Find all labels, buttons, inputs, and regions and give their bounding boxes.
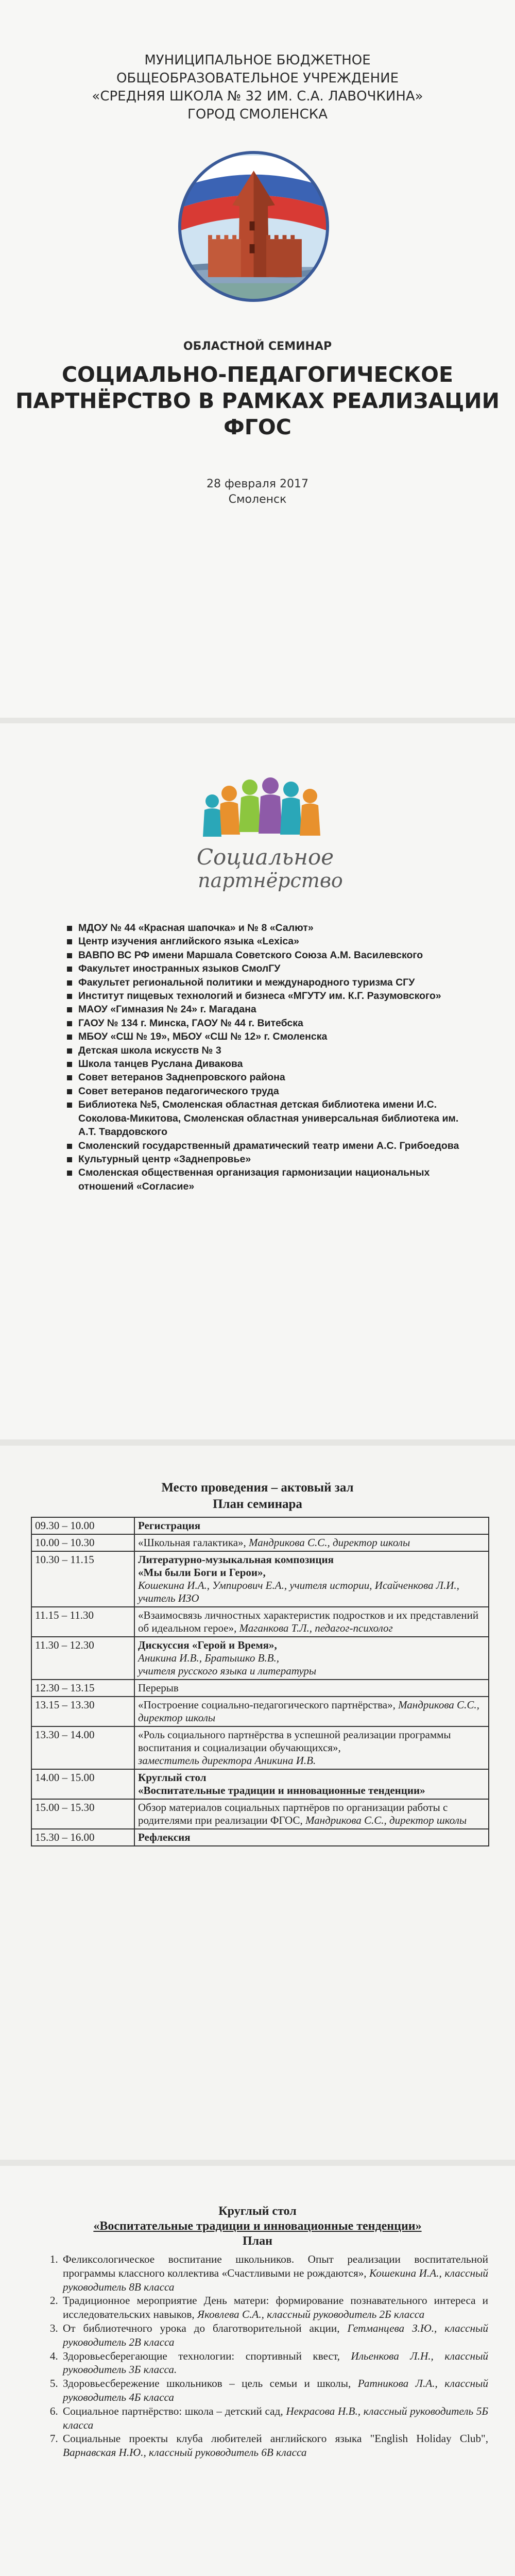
activity-text: «Взаимосвязь личностных характеристик подростков и их представлений об идеальном герое», [138, 1609, 479, 1634]
event-kind: ОБЛАСТНОЙ СЕМИНАР [183, 340, 332, 353]
activity-cell [134, 1769, 489, 1799]
time-cell: 14.00 – 15.00 [31, 1769, 134, 1799]
list-item: Факультет иностранных языков СмолГУ [66, 962, 473, 975]
list-item: Смоленский государственный драматический театр имени А.С. Грибоедова [66, 1139, 473, 1153]
round-table-title: Круглый стол [218, 2205, 297, 2218]
list-item [61, 2404, 488, 2432]
item-topic: От библиотечного урока до благотворительной акции, [63, 2321, 340, 2334]
list-item: Библиотека №5, Смоленская областная детская библиотека имени И.С. Соколова-Микитова, Смоленская областная универсальная библиотека им. А.Т. Твардовского [66, 1098, 473, 1139]
round-table-plan-title: План [243, 2234, 272, 2248]
item-topic: Здоровьесбережение школьников – цель семьи и школы, [63, 2377, 351, 2390]
list-item [61, 2321, 488, 2349]
list-item: Культурный центр «Заднепровье» [66, 1153, 473, 1166]
time-cell: 13.30 – 14.00 [31, 1726, 134, 1769]
school-name [0, 52, 515, 124]
table-row [31, 1517, 489, 1534]
item-author: Варнавская Н.Ю., классный руководитель 6В класса [63, 2446, 307, 2459]
venue-line: Место проведения – актовый зал [161, 1481, 354, 1495]
activity-text: Мандрикова С.С., директор школы [249, 1536, 410, 1549]
table-row [31, 1829, 489, 1846]
time-cell: 10.00 – 10.30 [31, 1534, 134, 1551]
activity-cell [134, 1680, 489, 1697]
activity-text: «Мы были Боги и Герои», [138, 1566, 266, 1579]
page-title [0, 362, 515, 440]
activity-text: «Построение социально-педагогического партнёрства», [138, 1699, 399, 1711]
list-item: ВАВПО ВС РФ имени Маршала Советского Союза А.М. Василевского [66, 948, 473, 962]
table-row [31, 1680, 489, 1697]
list-item: Центр изучения английского языка «Lexica» [66, 935, 473, 948]
item-author: Гетманцева З.Ю., классный руководитель 2В класса [63, 2321, 488, 2348]
list-item [61, 2349, 488, 2377]
activity-text: Аникина И.В., Братышко В.В., [138, 1652, 280, 1664]
activity-text: Обзор материалов социальных партнёров по организации работы с родителями при реализации ФГОС, [138, 1801, 448, 1826]
item-author: Ратникова Л.А., классный руководитель 4Б класса [63, 2377, 488, 2403]
time-cell: 10.30 – 11.15 [31, 1551, 134, 1607]
item-topic: Здоровьесберегающие технологии: спортивный квест, [63, 2349, 340, 2362]
date-block [0, 477, 515, 507]
activity-cell [134, 1607, 489, 1637]
activity-cell [134, 1726, 489, 1769]
activity-text: «Воспитательные традиции и инновационные тенденции» [138, 1784, 425, 1797]
list-item: МДОУ № 44 «Красная шапочка» и № 8 «Салют» [66, 921, 473, 935]
logo-word-2: партнёрство [198, 869, 343, 892]
time-cell: 09.30 – 10.00 [31, 1517, 134, 1534]
round-table-heading [0, 2204, 515, 2249]
item-topic: Социальные проекты клуба любителей английского языка "English Holiday Club", [63, 2432, 488, 2445]
plan-title: План семинара [213, 1497, 302, 1511]
activity-text: Маганкова Т.Л., педагог-психолог [239, 1622, 393, 1634]
item-topic: Традиционное мероприятие День матери: формирование познавательного интереса и исследовательских навыков, [63, 2294, 488, 2321]
table-row [31, 1534, 489, 1551]
partners-list [66, 921, 473, 1193]
list-item: Детская школа искусств № 3 [66, 1044, 473, 1057]
activity-cell [134, 1551, 489, 1607]
title-line: СОЦИАЛЬНО-ПЕДАГОГИЧЕСКОЕ [61, 362, 454, 387]
table-row [31, 1551, 489, 1607]
school-line: ОБЩЕОБРАЗОВАТЕЛЬНОЕ УЧРЕЖДЕНИЕ [116, 71, 399, 86]
list-item: Совет ветеранов педагогического труда [66, 1084, 473, 1098]
item-author: Кошекина И.А., классный руководитель 8В класса [63, 2266, 489, 2293]
list-item: МБОУ «СШ № 19», МБОУ «СШ № 12» г. Смоленска [66, 1030, 473, 1043]
list-item [61, 2294, 488, 2321]
school-line: «СРЕДНЯЯ ШКОЛА № 32 ИМ. С.А. ЛАВОЧКИНА» [92, 89, 423, 104]
list-item: МАОУ «Гимназия № 24» г. Магадана [66, 1003, 473, 1016]
list-item: Совет ветеранов Заднепровского района [66, 1071, 473, 1084]
time-cell: 15.30 – 16.00 [31, 1829, 134, 1846]
activity-text: Рефлексия [138, 1831, 191, 1843]
list-item [61, 2432, 488, 2460]
round-table-list [47, 2252, 488, 2460]
activity-text: Кошекина И.А., Умпирович Е.А., учителя истории, Исайченкова Л.И., учитель ИЗО [138, 1579, 459, 1604]
activity-text: «Роль социального партнёрства в успешной реализации программы воспитания и социализации обучающихся», [138, 1728, 451, 1754]
activity-text: Мандрикова С.С., директор школы [138, 1699, 479, 1724]
smolensk-tower-emblem-icon [178, 150, 330, 302]
list-item: Смоленская общественная организация гармонизации национальных отношений «Согласие» [66, 1166, 473, 1193]
time-cell: 15.00 – 15.30 [31, 1799, 134, 1829]
people-group-icon [203, 777, 320, 837]
round-table-topic: «Воспитательные традиции и инновационные тенденции» [93, 2219, 422, 2233]
time-cell: 11.15 – 11.30 [31, 1607, 134, 1637]
activity-text: Дискуссия «Герой и Время», [138, 1639, 277, 1651]
activity-text: Литературно-музыкальная композиция [138, 1553, 334, 1566]
activity-text: заместитель директора Аникина И.В. [138, 1754, 316, 1767]
activity-text: Круглый стол [138, 1771, 207, 1784]
activity-text: Регистрация [138, 1519, 201, 1532]
item-topic: Социальное партнёрство: школа – детский сад, [63, 2404, 283, 2417]
list-item [61, 2377, 488, 2404]
activity-text: учителя русского языка и литературы [138, 1665, 317, 1677]
list-item: Школа танцев Руслана Дивакова [66, 1057, 473, 1071]
logo-word-1: Социальное [196, 844, 334, 870]
table-row [31, 1697, 489, 1726]
table-row [31, 1637, 489, 1680]
activity-text: «Школьная галактика», [138, 1536, 249, 1549]
title-line: ПАРТНЁРСТВО В РАМКАХ РЕАЛИЗАЦИИ [15, 388, 500, 413]
activity-text: Мандрикова С.С., директор школы [305, 1814, 467, 1826]
title-line: ФГОС [224, 415, 291, 439]
item-author: Яковлева С.А., классный руководитель 2Б класса [197, 2308, 425, 2321]
list-item: Институт пищевых технологий и бизнеса «МГУТУ им. К.Г. Разумовского» [66, 989, 473, 1003]
item-topic: Феликсологическое воспитание школьников. Опыт реализации воспитательной программы классного коллектива «Счастливыми не рождаются», [63, 2253, 488, 2279]
activity-cell [134, 1799, 489, 1829]
event-date: 28 февраля 2017 [206, 478, 309, 490]
table-row [31, 1769, 489, 1799]
schedule-table [31, 1517, 489, 1846]
schedule-heading [0, 1480, 515, 1513]
time-cell: 11.30 – 12.30 [31, 1637, 134, 1680]
page-divider [0, 2160, 515, 2166]
table-row [31, 1799, 489, 1829]
social-partnership-logo [180, 773, 350, 914]
page-divider [0, 1439, 515, 1446]
item-author: Некрасова Н.В., классный руководитель 5Б класса [63, 2404, 488, 2431]
event-city: Смоленск [228, 493, 287, 506]
activity-text: Перерыв [138, 1682, 179, 1694]
activity-cell [134, 1517, 489, 1534]
item-author: Ильенкова Л.Н., классный руководитель 3Б класса. [63, 2349, 489, 2376]
table-row [31, 1607, 489, 1637]
list-item: ГАОУ № 134 г. Минска, ГАОУ № 44 г. Витебска [66, 1016, 473, 1030]
time-cell: 13.15 – 13.30 [31, 1697, 134, 1726]
school-line: МУНИЦИПАЛЬНОЕ БЮДЖЕТНОЕ [144, 53, 371, 68]
time-cell: 12.30 – 13.15 [31, 1680, 134, 1697]
list-item: Факультет региональной политики и международного туризма СГУ [66, 976, 473, 989]
activity-cell [134, 1534, 489, 1551]
activity-cell [134, 1637, 489, 1680]
activity-cell [134, 1829, 489, 1846]
table-row [31, 1726, 489, 1769]
list-item [61, 2252, 488, 2294]
activity-cell [134, 1697, 489, 1726]
school-line: ГОРОД СМОЛЕНСКА [187, 107, 328, 122]
